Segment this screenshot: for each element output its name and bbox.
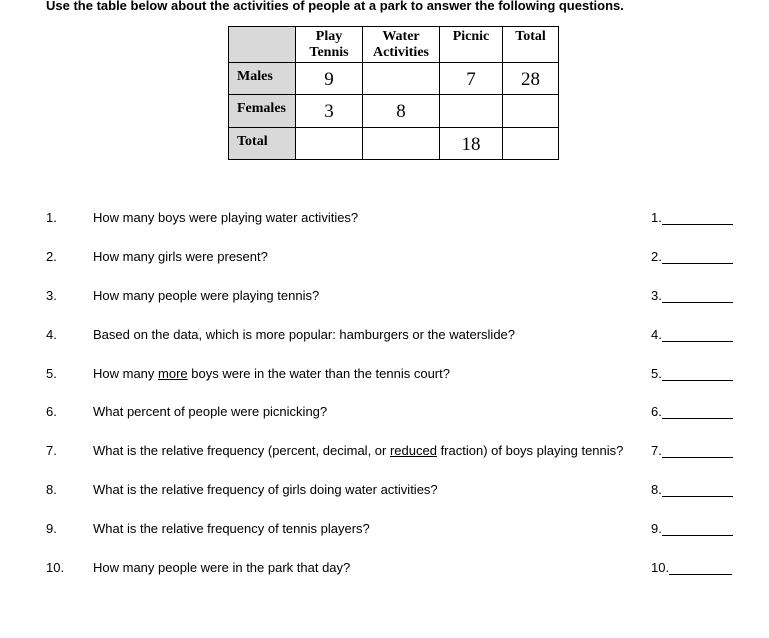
answer-line[interactable] <box>662 405 733 419</box>
answer-line[interactable] <box>662 483 733 497</box>
table-cell: 28 <box>503 63 559 95</box>
answer-blank[interactable] <box>651 404 733 419</box>
answer-line[interactable] <box>662 367 733 381</box>
table-cell <box>503 128 559 160</box>
question-number: 2. <box>46 249 57 264</box>
question-text <box>93 366 450 381</box>
underlined-word: reduced <box>389 443 437 458</box>
question-number: 10. <box>46 560 65 575</box>
text-segment: What is the relative frequency (percent, decimal, or <box>93 443 390 458</box>
question-10 <box>0 560 769 580</box>
question-text: How many girls were present? <box>93 249 268 264</box>
answer-line[interactable] <box>662 444 733 458</box>
question-number: 5. <box>46 366 57 381</box>
text-segment: How many <box>93 366 159 381</box>
row-label: Males <box>229 63 296 95</box>
answer-blank[interactable] <box>651 288 733 303</box>
answer-blank[interactable] <box>651 521 733 536</box>
question-text: What is the relative frequency of girls doing water activities? <box>93 482 438 497</box>
answer-label: 3. <box>651 288 662 303</box>
answer-line[interactable] <box>662 211 733 225</box>
answer-blank[interactable] <box>651 443 733 458</box>
header-picnic <box>440 27 503 63</box>
header-line: Picnic <box>452 29 490 44</box>
header-line: Activities <box>373 45 429 60</box>
question-4 <box>0 327 769 347</box>
question-text: How many boys were playing water activities? <box>93 210 359 225</box>
table-cell: 9 <box>296 63 363 95</box>
instruction-heading: Use the table below about the activities of people at a park to answer the following questions. <box>46 0 624 13</box>
question-text: What is the relative frequency of tennis players? <box>93 521 370 536</box>
answer-label: 7. <box>651 443 662 458</box>
table-cell <box>363 63 440 95</box>
question-6 <box>0 404 769 424</box>
answer-line[interactable] <box>662 289 733 303</box>
table-cell <box>440 95 503 128</box>
question-7 <box>0 443 769 463</box>
question-3 <box>0 288 769 308</box>
two-way-table <box>228 26 559 160</box>
answer-blank[interactable] <box>651 366 733 381</box>
underlined-word: more <box>158 366 188 381</box>
answer-blank[interactable] <box>651 249 733 264</box>
question-1 <box>0 210 769 230</box>
question-number: 4. <box>46 327 57 342</box>
question-9 <box>0 521 769 541</box>
question-8 <box>0 482 769 502</box>
answer-blank[interactable] <box>651 210 733 225</box>
question-text: Based on the data, which is more popular: hamburgers or the waterslide? <box>93 327 516 342</box>
question-text: What percent of people were picnicking? <box>93 404 328 419</box>
answer-label: 4. <box>651 327 662 342</box>
question-text: How many people were in the park that day? <box>93 560 351 575</box>
answer-label: 9. <box>651 521 662 536</box>
table-cell <box>296 128 363 160</box>
row-label: Females <box>229 95 296 128</box>
answer-label: 6. <box>651 404 662 419</box>
question-number: 9. <box>46 521 57 536</box>
table-row-males <box>229 63 559 95</box>
question-number: 7. <box>46 443 57 458</box>
question-number: 8. <box>46 482 57 497</box>
answer-label: 10. <box>651 560 670 575</box>
question-number: 1. <box>46 210 57 225</box>
answer-line[interactable] <box>669 561 732 575</box>
question-text <box>93 443 623 458</box>
question-5 <box>0 366 769 386</box>
header-play-tennis <box>296 27 363 63</box>
text-segment: boys were in the water than the tennis court? <box>187 366 450 381</box>
table-cell: 18 <box>440 128 503 160</box>
header-total <box>503 27 559 63</box>
question-number: 3. <box>46 288 57 303</box>
row-label: Total <box>229 128 296 160</box>
header-line: Water <box>382 29 420 44</box>
table-cell: 3 <box>296 95 363 128</box>
table-row-total <box>229 128 559 160</box>
answer-blank[interactable] <box>651 327 733 342</box>
table-cell: 8 <box>363 95 440 128</box>
question-2 <box>0 249 769 269</box>
text-segment: fraction) of boys playing tennis? <box>436 443 624 458</box>
question-text: How many people were playing tennis? <box>93 288 320 303</box>
answer-blank[interactable] <box>651 482 733 497</box>
question-number: 6. <box>46 404 57 419</box>
header-line: Tennis <box>309 45 349 60</box>
answer-line[interactable] <box>662 250 733 264</box>
table-corner-cell <box>229 27 296 63</box>
answer-line[interactable] <box>662 328 733 342</box>
header-line: Play <box>315 29 343 44</box>
answer-label: 5. <box>651 366 662 381</box>
answer-label: 2. <box>651 249 662 264</box>
table-cell <box>363 128 440 160</box>
table-row-females <box>229 95 559 128</box>
header-line: Total <box>515 29 546 44</box>
answer-label: 8. <box>651 482 662 497</box>
table-cell: 7 <box>440 63 503 95</box>
answer-line[interactable] <box>662 522 733 536</box>
table-cell <box>503 95 559 128</box>
answer-label: 1. <box>651 210 662 225</box>
answer-blank[interactable] <box>651 560 732 575</box>
header-water-activities <box>363 27 440 63</box>
